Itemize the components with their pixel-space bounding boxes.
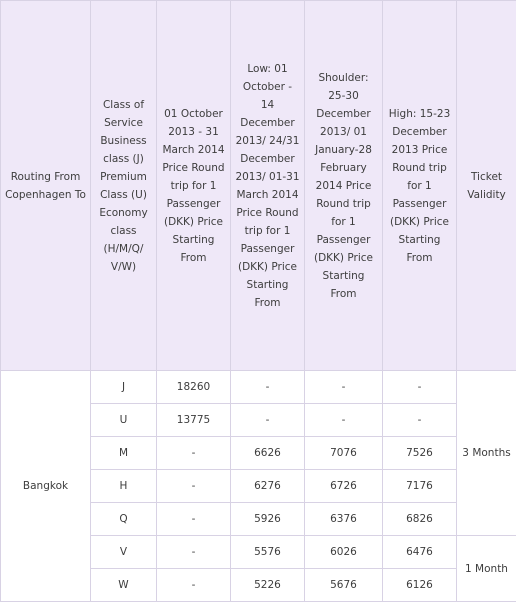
price-shoulder-cell: - <box>305 404 383 437</box>
header-class-text: Class of Service Business class (J) Premium Class (U) Economy class (H/M/Q/ V/W) <box>95 96 152 276</box>
price-period-1-cell: 18260 <box>157 371 231 404</box>
class-cell: U <box>91 404 157 437</box>
table-row <box>1 371 516 404</box>
price-high-cell: 6826 <box>383 503 457 536</box>
header-period-1 <box>157 1 231 371</box>
header-period-1-text: 01 October 2013 - 31 March 2014 Price Round trip for 1 Passenger (DKK) Price Starting From <box>161 105 226 267</box>
header-shoulder-text: Shoulder: 25-30 December 2013/ 01 January-28 February 2014 Price Round trip for 1 Passenger (DKK) Price Starting From <box>309 69 378 303</box>
price-high-cell: 7176 <box>383 470 457 503</box>
validity-cell: 3 Months <box>457 371 516 536</box>
price-period-1-cell: - <box>157 503 231 536</box>
price-low-cell: 5576 <box>231 536 305 569</box>
price-shoulder-cell: 6376 <box>305 503 383 536</box>
class-cell: M <box>91 437 157 470</box>
price-period-1-cell: - <box>157 470 231 503</box>
header-validity <box>457 1 516 371</box>
header-high-text: High: 15-23 December 2013 Price Round trip for 1 Passenger (DKK) Price Starting From <box>387 105 452 267</box>
price-high-cell: - <box>383 404 457 437</box>
price-shoulder-cell: 5676 <box>305 569 383 602</box>
destination-cell: Bangkok <box>1 371 91 602</box>
header-low-text: Low: 01 October - 14 December 2013/ 24/31 December 2013/ 01-31 March 2014 Price Round trip for 1 Passenger (DKK) Price Starting From <box>235 60 300 312</box>
price-shoulder-cell: 6726 <box>305 470 383 503</box>
class-cell: W <box>91 569 157 602</box>
price-low-cell: 5926 <box>231 503 305 536</box>
price-period-1-cell: 13775 <box>157 404 231 437</box>
price-high-cell: - <box>383 371 457 404</box>
class-cell: J <box>91 371 157 404</box>
header-shoulder <box>305 1 383 371</box>
class-cell: H <box>91 470 157 503</box>
price-low-cell: - <box>231 371 305 404</box>
price-high-cell: 6476 <box>383 536 457 569</box>
price-high-cell: 7526 <box>383 437 457 470</box>
validity-cell: 1 Month <box>457 536 516 602</box>
header-high <box>383 1 457 371</box>
price-period-1-cell: - <box>157 437 231 470</box>
class-cell: Q <box>91 503 157 536</box>
header-low <box>231 1 305 371</box>
price-low-cell: 5226 <box>231 569 305 602</box>
price-period-1-cell: - <box>157 569 231 602</box>
price-low-cell: 6276 <box>231 470 305 503</box>
header-routing <box>1 1 91 371</box>
header-validity-text: Ticket Validity <box>461 168 512 204</box>
header-row <box>1 1 516 371</box>
price-high-cell: 6126 <box>383 569 457 602</box>
price-shoulder-cell: 6026 <box>305 536 383 569</box>
price-low-cell: - <box>231 404 305 437</box>
price-low-cell: 6626 <box>231 437 305 470</box>
price-shoulder-cell: - <box>305 371 383 404</box>
header-class <box>91 1 157 371</box>
price-period-1-cell: - <box>157 536 231 569</box>
price-shoulder-cell: 7076 <box>305 437 383 470</box>
class-cell: V <box>91 536 157 569</box>
header-routing-text: Routing From Copenhagen To <box>5 168 86 204</box>
